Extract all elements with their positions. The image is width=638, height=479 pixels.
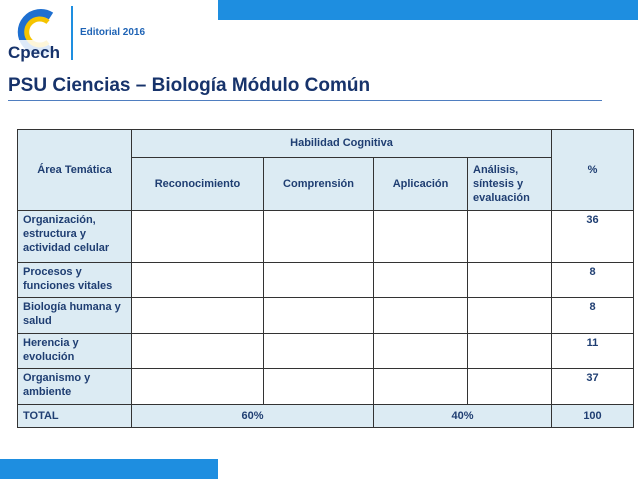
percent-cell: 11: [552, 333, 634, 368]
total-percent: 100: [552, 405, 634, 428]
percent-cell: 37: [552, 368, 634, 405]
empty-cell: [264, 210, 374, 262]
table-row: [18, 297, 634, 333]
area-cell: Organismo y ambiente: [18, 368, 132, 405]
header-divider: [71, 6, 73, 60]
table-row: [18, 263, 634, 298]
empty-cell: [468, 368, 552, 405]
empty-cell: [468, 333, 552, 368]
svg-text:Cpech: Cpech: [8, 43, 60, 62]
editorial-label: Editorial 2016: [80, 27, 146, 38]
total-label: TOTAL: [18, 405, 132, 428]
percent-cell: 36: [552, 210, 634, 262]
table-row: [18, 333, 634, 368]
percent-header: %: [552, 130, 634, 211]
bottom-accent-bar: [0, 459, 218, 479]
empty-cell: [264, 368, 374, 405]
empty-cell: [132, 368, 264, 405]
skill-header: Aplicación: [374, 157, 468, 210]
empty-cell: [468, 263, 552, 298]
table-row: [18, 210, 634, 262]
area-cell: Procesos y funciones vitales: [18, 263, 132, 298]
table-row: [18, 368, 634, 405]
empty-cell: [264, 263, 374, 298]
page-title: PSU Ciencias – Biología Módulo Común: [8, 75, 371, 96]
area-cell: Organización, estructura y actividad celular: [18, 210, 132, 262]
title-underline: [8, 100, 602, 101]
empty-cell: [264, 333, 374, 368]
empty-cell: [468, 297, 552, 333]
empty-cell: [374, 368, 468, 405]
empty-cell: [374, 210, 468, 262]
empty-cell: [468, 210, 552, 262]
top-accent-bar: [218, 0, 638, 20]
empty-cell: [374, 297, 468, 333]
skill-header: Análisis, síntesis y evaluación: [468, 157, 552, 210]
total-group-b: 40%: [374, 405, 552, 428]
empty-cell: [132, 333, 264, 368]
empty-cell: [132, 210, 264, 262]
percent-cell: 8: [552, 263, 634, 298]
cpech-logo: [4, 2, 64, 64]
empty-cell: [374, 333, 468, 368]
area-header: Área Temática: [18, 130, 132, 211]
specification-table: [17, 129, 634, 428]
skill-header: Comprensión: [264, 157, 374, 210]
habilidad-header: Habilidad Cognitiva: [132, 130, 552, 158]
empty-cell: [132, 263, 264, 298]
empty-cell: [374, 263, 468, 298]
skill-header: Reconocimiento: [132, 157, 264, 210]
empty-cell: [132, 297, 264, 333]
total-group-a: 60%: [132, 405, 374, 428]
empty-cell: [264, 297, 374, 333]
percent-cell: 8: [552, 297, 634, 333]
total-row: [18, 405, 634, 428]
area-cell: Herencia y evolución: [18, 333, 132, 368]
area-cell: Biología humana y salud: [18, 297, 132, 333]
